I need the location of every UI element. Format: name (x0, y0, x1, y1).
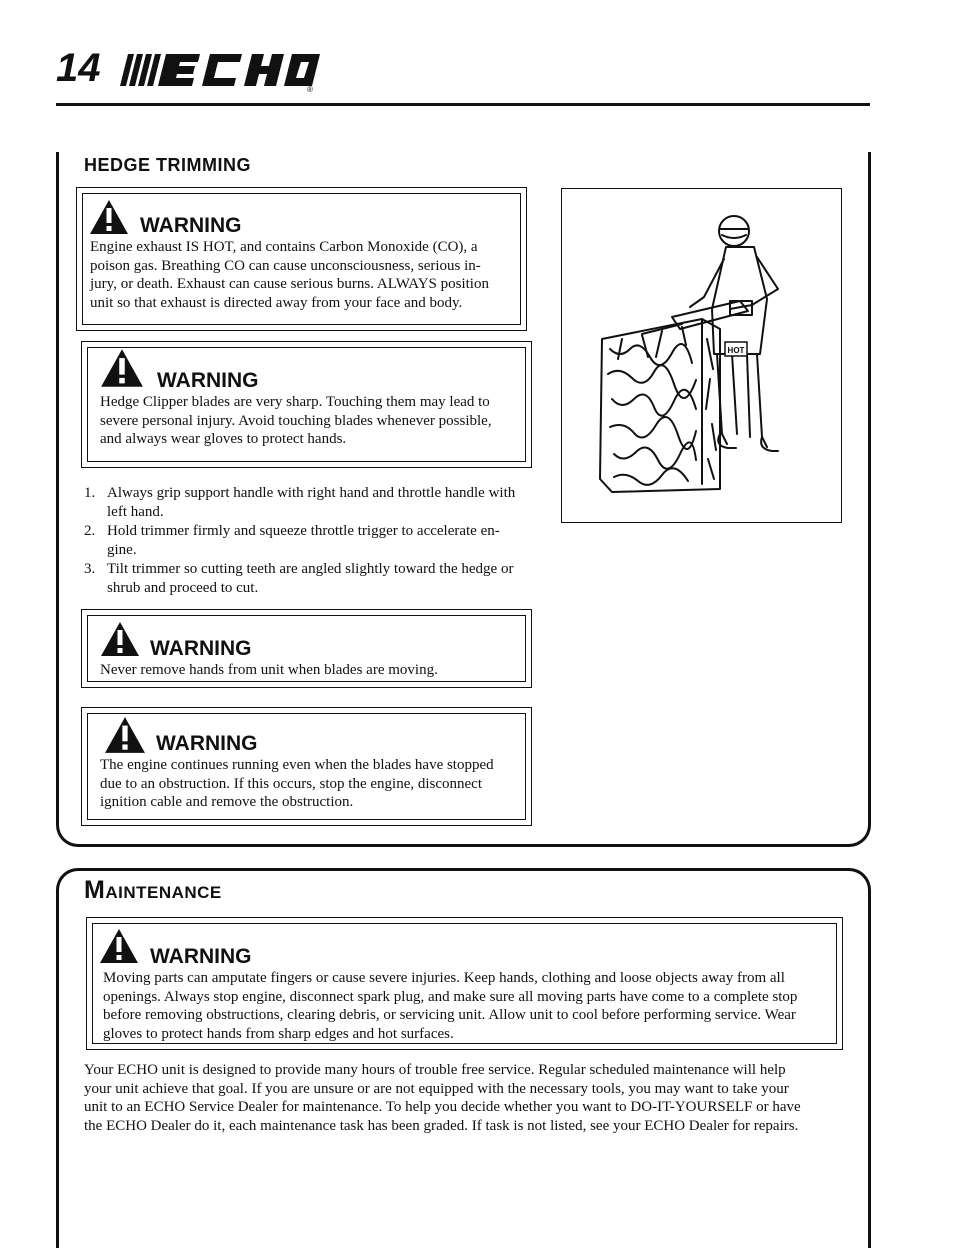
warning-box-hands (81, 609, 532, 688)
warning-triangle-icon (100, 621, 140, 657)
section-title-maintenance: MAINTENANCE (84, 876, 222, 904)
section-title-hedge-trimming: HEDGE TRIMMING (84, 155, 251, 175)
warning-heading: WARNING (150, 637, 252, 660)
hedge-trimming-illustration (561, 188, 842, 523)
warning-text: Moving parts can amputate fingers or cause severe injuries. Keep hands, clothing and loose objects away from all openings. Always stop engine, disconnect spark plug, and make sure all moving parts have come to a complete stop before removing obstructions, clearing debris, or servicing unit. Allow unit to cool before performing service. Wear gloves to protect hands from sharp edges and hot surfaces. (103, 970, 798, 1042)
echo-logo (118, 46, 320, 94)
warning-text: Never remove hands from unit when blades are moving. (100, 662, 438, 678)
warning-heading: WARNING (140, 214, 242, 237)
warning-triangle-icon (100, 348, 144, 388)
list-item: 2. Hold trimmer firmly and squeeze throttle trigger to accelerate en- gine. (84, 523, 500, 558)
warning-triangle-icon (89, 199, 129, 235)
operator-trimming-hedge-drawing (562, 189, 841, 522)
warning-heading: WARNING (150, 945, 252, 968)
warning-box-moving-parts (86, 917, 843, 1050)
warning-triangle-icon (99, 928, 139, 964)
warning-triangle-icon (104, 716, 146, 754)
warning-box-exhaust (76, 187, 527, 331)
warning-heading: WARNING (156, 732, 258, 755)
list-item: 3. Tilt trimmer so cutting teeth are angled slightly toward the hedge or shrub and proceed to cut. (84, 561, 514, 596)
hot-label: HOT (727, 346, 745, 355)
list-item: 1. Always grip support handle with right hand and throttle handle with left hand. (84, 485, 516, 520)
warning-text: Engine exhaust IS HOT, and contains Carbon Monoxide (CO), a poison gas. Breathing CO can cause unconsciousness, serious in- jury, or death. Exhaust can cause serious burns. ALWAYS position unit so that exhaust is directed away from your face and body. (90, 239, 489, 311)
warning-text: Hedge Clipper blades are very sharp. Touching them may lead to severe personal injury. Avoid touching blades whenever possible, and always wear gloves to protect hands. (100, 394, 492, 447)
registered-mark: ® (307, 85, 313, 94)
warning-box-obstruction (81, 707, 532, 826)
maintenance-intro-paragraph: Your ECHO unit is designed to provide many hours of trouble free service. Regular scheduled maintenance will help your unit achieve that goal. If you are unsure or are not equipped with the necessary tools, you may want to take your unit to an ECHO Service Dealer for maintenance. To help you decide whether you want to DO-IT-YOURSELF or have the ECHO Dealer do it, each maintenance task has been graded. If task is not listed, see your ECHO Dealer for repairs. (84, 1062, 801, 1134)
trimming-steps-list (84, 484, 536, 598)
warning-box-blades-sharp (81, 341, 532, 468)
warning-heading: WARNING (157, 369, 259, 392)
page-number: 14 (56, 46, 101, 90)
header-rule (56, 103, 870, 106)
warning-text: The engine continues running even when the blades have stopped due to an obstruction. If this occurs, stop the engine, disconnect ignition cable and remove the obstruction. (100, 757, 494, 810)
